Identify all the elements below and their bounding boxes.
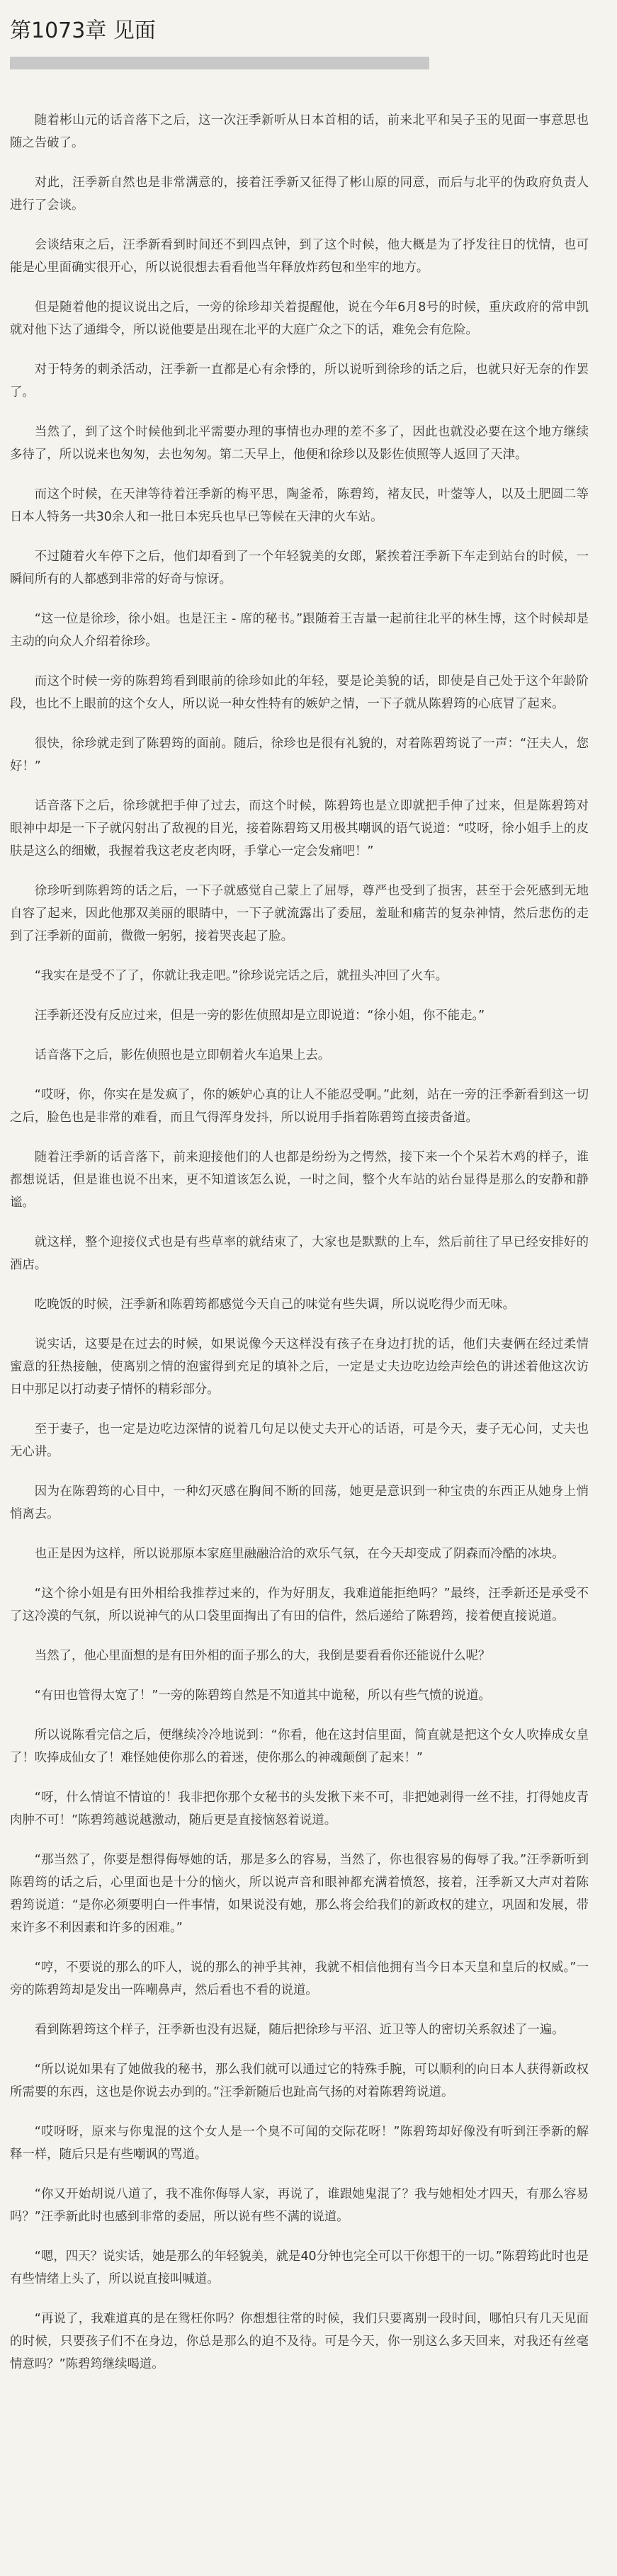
paragraph: 不过随着火车停下之后，他们却看到了一个年轻貌美的女郎，紧挨着汪季新下车走到站台的时候，一瞬间所有的人都感到非常的好奇与惊讶。 (10, 550, 589, 586)
paragraph: 对此，汪季新自然也是非常满意的，接着汪季新又征得了彬山原的同意，而后与北平的伪政府负责人进行了会谈。 (10, 176, 589, 212)
paragraph: 就这样，整个迎接仪式也是有些草率的就结束了，大家也是默默的上车，然后前往了早已经安排好的酒店。 (10, 1235, 589, 1272)
paragraph: 也正是因为这样，所以说那原本家庭里融融洽洽的欢乐气氛，在今天却变成了阴森而冷酷的冰块。 (34, 1547, 565, 1561)
paragraph: “有田也管得太宽了！”一旁的陈碧筠自然是不知道其中诡秘，所以有些气愤的说道。 (34, 1689, 491, 1703)
paragraph: 随着汪季新的话音落下，前来迎接他们的人也都是纷纷为之愕然，接下来一个个呆若木鸡的样子，谁都想说话，但是谁也说不出来，更不知道该怎么说，一时之间，整个火车站的站台显得是那么的安静和静谧。 (10, 1150, 589, 1210)
paragraph: 徐珍听到陈碧筠的话之后，一下子就感觉自己蒙上了屈辱，尊严也受到了损害，甚至于会死感到无地自容了起来，因此他那双美丽的眼睛中，一下子就流露出了委屈，羞耻和痛苦的复杂神情，然后悲伤的走到了汪季新的面前，微微一躬躬，接着哭丧起了脸。 (10, 884, 589, 943)
paragraph: 至于妻子，也一定是边吃边深情的说着几句足以使丈夫开心的话语，可是今天，妻子无心问，丈夫也无心讲。 (10, 1422, 589, 1459)
paragraph: 话音落下之后，影佐侦照也是立即朝着火车追果上去。 (34, 1048, 331, 1062)
paragraph: 但是随着他的提议说出之后，一旁的徐珍却关着提醒他，说在今年6月8号的时候，重庆政府的常申凯就对他下达了通缉令，所以说他要是出现在北平的大庭广众之下的话，难免会有危险。 (10, 300, 589, 337)
paragraph: 当然了，到了这个时候他到北平需要办理的事情也办理的差不多了，因此也就没必要在这个地方继续多待了，所以说来也匆匆，去也匆匆。第二天早上，他便和徐珍以及影佐侦照等人返回了天津。 (10, 425, 589, 462)
paragraph: 所以说陈看完信之后，便继续冷冷地说到：“你看，他在这封信里面，简直就是把这个女人吹捧成女皇了！吹捧成仙女了！难怪她使你那么的着迷，使你那么的神魂颠倒了起来！” (10, 1728, 589, 1765)
paragraph: 很快，徐珍就走到了陈碧筠的面前。随后，徐珍也是很有礼貌的，对着陈碧筠说了一声：“汪夫人，您好！” (10, 737, 589, 773)
paragraph: 而这个时候，在天津等待着汪季新的梅平思，陶釜希，陈碧筠，褚友民，叶蓥等人，以及土肥圆二等日本人特务一共30余人和一批日本宪兵也早已等候在天津的火车站。 (10, 487, 589, 524)
paragraph: 汪季新还没有反应过来，但是一旁的影佐侦照却是立即说道：“徐小姐，你不能走。” (34, 1009, 485, 1023)
paragraph: 当然了，他心里面想的是有田外相的面子那么的大，我倒是要看看你还能说什么呢？ (34, 1649, 491, 1663)
paragraph: “哼，不要说的那么的吓人，说的那么的神乎其神，我就不相信他拥有当今日本天皇和皇后的权威。”一旁的陈碧筠却是发出一阵嘲鼻声，然后看也不看的说道。 (10, 1961, 589, 1997)
paragraph: “哎呀呀，原来与你鬼混的这个女人是一个臭不可闻的交际花呀！”陈碧筠却好像没有听到汪季新的解释一样，随后只是有些嘲讽的骂道。 (10, 2125, 589, 2162)
paragraph: 对于特务的刺杀活动，汪季新一直都是心有余悸的，所以说听到徐珍的话之后，也就只好无奈的作罢了。 (10, 363, 589, 399)
chapter-title: 第1073章 见面 (10, 18, 156, 43)
paragraph: 说实话，这要是在过去的时候，如果说像今天这样没有孩子在身边打扰的话，他们夫妻俩在经过柔情蜜意的狂热接触，使离别之情的泡蜜得到充足的填补之后，一定是丈夫边吃边绘声绘色的讲述着他这次访日中那足以打动妻子情怀的精彩部分。 (10, 1337, 589, 1397)
paragraph: “嗯，四天？说实话，她是那么的年轻貌美，就是40分钟也完全可以干你想干的一切。”陈碧筠此时也是有些情绪上头了，所以说直接叫喊道。 (10, 2249, 589, 2286)
paragraph: 随着彬山元的话音落下之后，这一次汪季新听从日本首相的话，前来北平和吴子玉的见面一事意思也随之告破了。 (10, 113, 589, 150)
paragraph: “所以说如果有了她做我的秘书，那么我们就可以通过它的特殊手腕，可以顺利的向日本人获得新政权所需要的东西，这也是你说去办到的。”汪季新随后也趾高气扬的对着陈碧筠说道。 (10, 2062, 589, 2099)
paragraph: “呀，什么情谊不情谊的！我非把你那个女秘书的头发揪下来不可，非把她剥得一丝不挂，打得她皮青肉肿不可！”陈碧筠越说越激动，随后更是直接恼怒着说道。 (10, 1791, 589, 1827)
paragraph: 话音落下之后，徐珍就把手伸了过去，而这个时候，陈碧筠也是立即就把手伸了过来，但是陈碧筠对眼神中却是一下子就闪射出了敌视的目光，接着陈碧筠又用极其嘲讽的语气说道：“哎呀，徐小姐手上的皮肤是这么的细嫩，我握着我这老皮老肉呀，手掌心一定会发痛吧！” (10, 799, 589, 858)
title-underline-bar (10, 57, 429, 69)
paragraph: 吃晚饭的时候，汪季新和陈碧筠都感觉今天自己的味觉有些失调，所以说吃得少而无味。 (34, 1298, 516, 1312)
paragraph: 看到陈碧筠这个样子，汪季新也没有迟疑，随后把徐珍与平沼、近卫等人的密切关系叙述了一遍。 (34, 2023, 565, 2037)
paragraph: “再说了，我难道真的是在鸳枉你吗？你想想往常的时候，我们只要离别一段时间，哪怕只有几天见面的时候，只要孩子们不在身边，你总是那么的迫不及待。可是今天，你一别这么多天回来，对我还有丝毫情意吗？”陈碧筠继续喝道。 (10, 2312, 589, 2371)
paragraph: “我实在是受不了了，你就让我走吧。”徐珍说完话之后，就扭头冲回了火车。 (34, 969, 448, 983)
paragraph: 会谈结束之后，汪季新看到时间还不到四点钟，到了这个时候，他大概是为了抒发往日的忧情，也可能是心里面确实很开心，所以说很想去看看他当年释放炸药包和坐牢的地方。 (10, 238, 589, 275)
paragraph: “这个徐小姐是有田外相给我推荐过来的，作为好朋友，我难道能拒绝吗？”最终，汪季新还是承受不了这冷漠的气氛，所以说神气的从口袋里面掏出了有田的信件，然后递给了陈碧筠，接着便直接说道。 (10, 1587, 589, 1623)
paragraph: “那当然了，你要是想得侮辱她的话，那是多么的容易，当然了，你也很容易的侮辱了我。”汪季新听到陈碧筠的话之后，心里面也是十分的恼火，所以说声音和眼神都充满着愤怒，接着，汪季新又大声对着陈碧筠说道：“是你必须要明白一件事情，如果说没有她，那么将会给我们的新政权的建立，巩固和发展，带来许多不利因素和许多的困难。” (10, 1853, 589, 1935)
paragraph: 而这个时候一旁的陈碧筠看到眼前的徐珍如此的年轻，要是论美貌的话，即使是自己处于这个年龄阶段，也比不上眼前的这个女人，所以说一种女性特有的嫉妒之情，一下子就从陈碧筠的心底冒了起来。 (10, 674, 589, 711)
chapter-body (0, 69, 617, 2376)
paragraph: 因为在陈碧筠的心目中，一种幻灭感在胸间不断的回荡，她更是意识到一种宝贵的东西正从她身上悄悄离去。 (10, 1485, 589, 1521)
paragraph: “这一位是徐珍，徐小姐。也是汪主 - 席的秘书。”跟随着王吉量一起前往北平的林生博，这个时候却是主动的向众人介绍着徐珍。 (10, 612, 589, 649)
paragraph: “哎呀，你，你实在是发疯了，你的嫉妒心真的让人不能忍受啊。”此刻，站在一旁的汪季新看到这一切之后，脸色也是非常的难看，而且气得浑身发抖，所以说用手指着陈碧筠直接责备道。 (10, 1088, 589, 1125)
paragraph: “你又开始胡说八道了，我不准你侮辱人家，再说了，谁跟她鬼混了？我与她相处才四天，有那么容易吗？”汪季新此时也感到非常的委屈，所以说有些不满的说道。 (10, 2187, 589, 2224)
